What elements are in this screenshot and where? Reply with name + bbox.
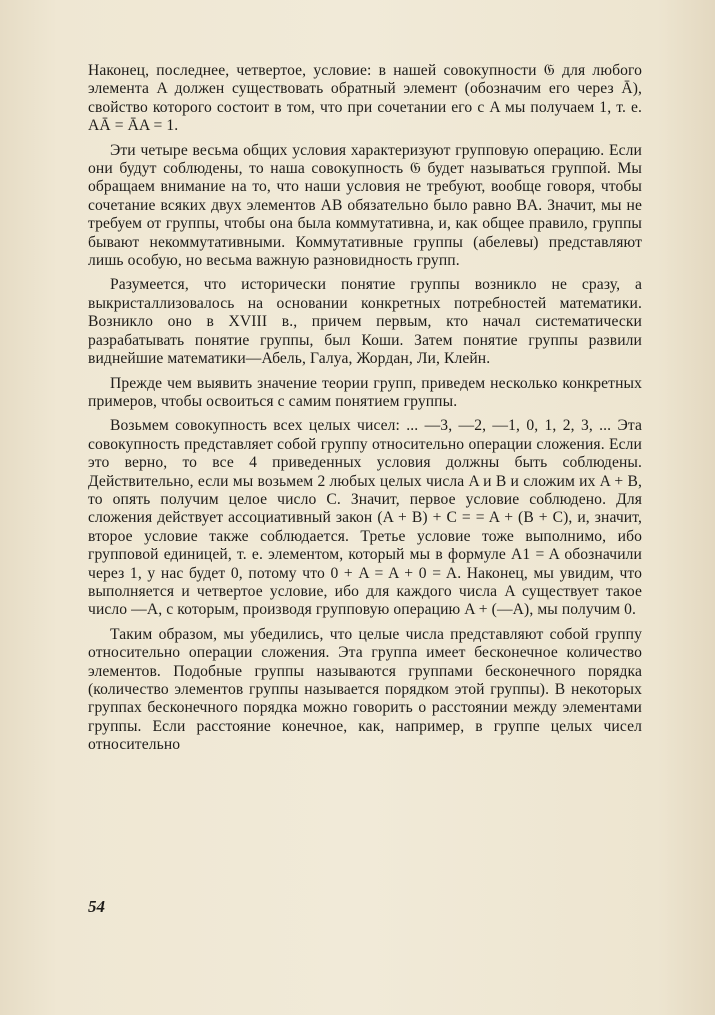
paragraph-inverse-element: Наконец, последнее, четвертое, условие: в нашей совокупности 𝔊 для любого элемента A должен существовать обратный элемент (обозначим его через Ā), свойство которого состоит в том, что при сочетании его с A мы получаем 1, т. е. AĀ = ĀA = 1.: [88, 62, 642, 135]
paragraph-group-definition: Эти четыре весьма общих условия характеризуют групповую операцию. Если они будут соблюдены, то наша совокупность 𝔊 будет называться группой. Мы обращаем внимание на то, что наши условия не требуют, вообще говоря, чтобы сочетание всяких двух элементов AB обязательно было равно BA. Значит, мы не требуем от группы, чтобы она была коммутативна, и, как общее правило, группы бывают некоммутативными. Коммутативные группы (абелевы) представляют лишь особую, но весьма важную разновидность групп.: [88, 141, 642, 270]
paragraph-examples-intro: Прежде чем выявить значение теории групп, приведем несколько конкретных примеров, чтобы освоиться с самим понятием группы.: [88, 374, 642, 410]
paragraph-infinite-order: Таким образом, мы убедились, что целые числа представляют собой группу относительно операции сложения. Эта группа имеет бесконечное количество элементов. Подобные группы называются группами бесконечного порядка (количество элементов группы называется порядком этой группы). В некоторых группах бесконечного порядка можно говорить о расстоянии между элементами группы. Если расстояние конечное, как, например, в группе целых чисел относительно: [88, 625, 642, 754]
page-text: [88, 62, 642, 761]
paragraph-history: Разумеется, что исторически понятие группы возникло не сразу, а выкристаллизовалось на основании конкретных потребностей математики. Возникло оно в XVIII в., причем первым, кто начал систематически разрабатывать понятие группы, был Коши. Затем понятие группы развили виднейшие математики—Абель, Галуа, Жордан, Ли, Клейн.: [88, 276, 642, 368]
page-number: 54: [88, 897, 105, 916]
paragraph-integers-example: Возьмем совокупность всех целых чисел: ... —3, —2, —1, 0, 1, 2, 3, ... Эта совокупность представляет собой группу относительно операции сложения. Если это верно, то все 4 приведенных условия должны быть соблюдены. Действительно, если мы возьмем 2 любых целых числа A и B и сложим их A + B, то опять получим целое число C. Значит, первое условие соблюдено. Для сложения действует ассоциативный закон (A + B) + C = = A + (B + C), и, значит, второе условие также соблюдается. Третье условие тоже выполнимо, ибо групповой единицей, т. е. элементом, который мы в формуле A1 = A обозначили через 1, у нас будет 0, потому что 0 + A = A + 0 = A. Наконец, мы увидим, что выполняется и четвертое условие, ибо для каждого числа A существует такое число —A, с которым, производя групповую операцию A + (—A), мы получим 0.: [88, 417, 642, 619]
